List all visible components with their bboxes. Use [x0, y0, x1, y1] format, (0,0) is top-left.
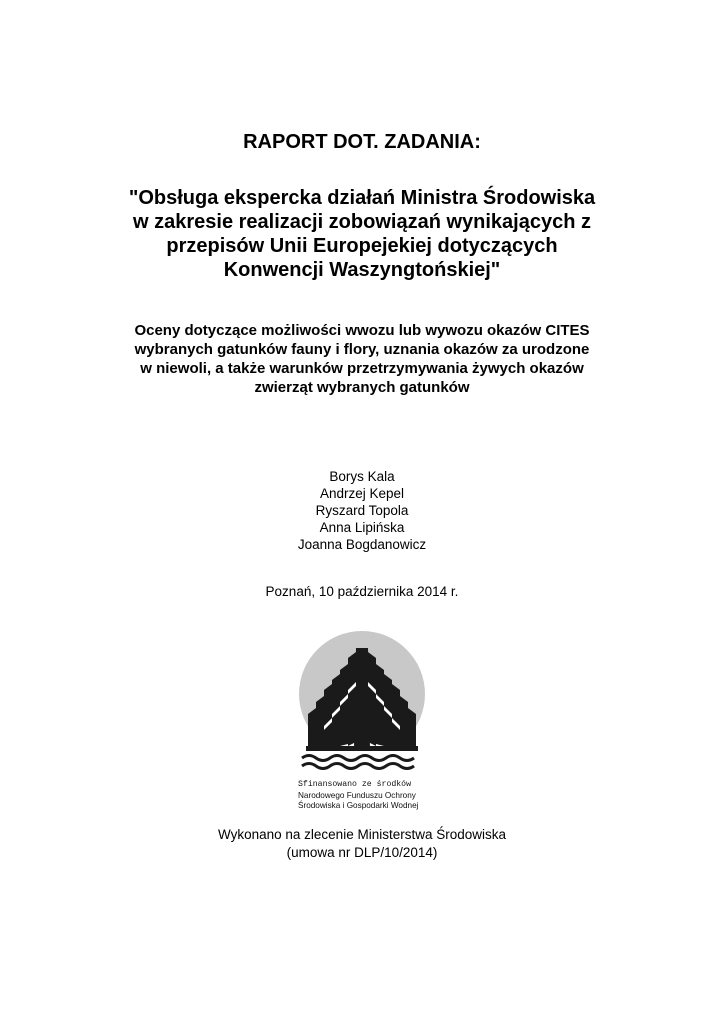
main-title-line: "Obsługa ekspercka działań Ministra Środowiska: [128, 187, 596, 209]
funding-line: Narodowego Funduszu Ochrony: [298, 790, 416, 800]
subtitle: [90, 321, 634, 397]
main-title-line: Konwencji Waszyngtońskiej": [223, 259, 501, 281]
commission-line: Wykonano na zlecenie Ministerstwa Środowiska: [217, 827, 506, 842]
main-title-line: w zakresie realizacji zobowiązań wynikających z: [133, 211, 591, 233]
funding-note: [298, 780, 438, 812]
main-title: [90, 186, 634, 282]
funding-line: Sfinansowano ze środków: [298, 780, 412, 789]
subtitle-line: Oceny dotyczące możliwości wwozu lub wywozu okazów CITES: [134, 322, 590, 339]
place-and-date: Poznań, 10 października 2014 r.: [265, 584, 459, 599]
logo-graphic: [296, 630, 430, 780]
subtitle-line: w niewoli, a także warunków przetrzymywania żywych okazów: [140, 360, 584, 377]
author-name: Borys Kala: [329, 469, 395, 484]
author-name: Joanna Bogdanowicz: [297, 537, 427, 552]
author-name: Anna Lipińska: [319, 520, 405, 535]
author-list: [0, 468, 724, 553]
report-label: RAPORT DOT. ZADANIA:: [243, 131, 481, 153]
author-name: Andrzej Kepel: [319, 486, 405, 501]
subtitle-line: zwierząt wybranych gatunków: [254, 379, 470, 396]
contract-number: (umowa nr DLP/10/2014): [286, 845, 438, 860]
main-title-line: przepisów Unii Europejekiej dotyczących: [166, 235, 558, 257]
author-name: Ryszard Topola: [315, 503, 409, 518]
commission-note: [0, 826, 724, 862]
funding-line: Środowiska i Gospodarki Wodnej: [298, 801, 419, 810]
subtitle-line: wybranych gatunków fauny i flory, uznania okazów za urodzone: [134, 341, 590, 358]
